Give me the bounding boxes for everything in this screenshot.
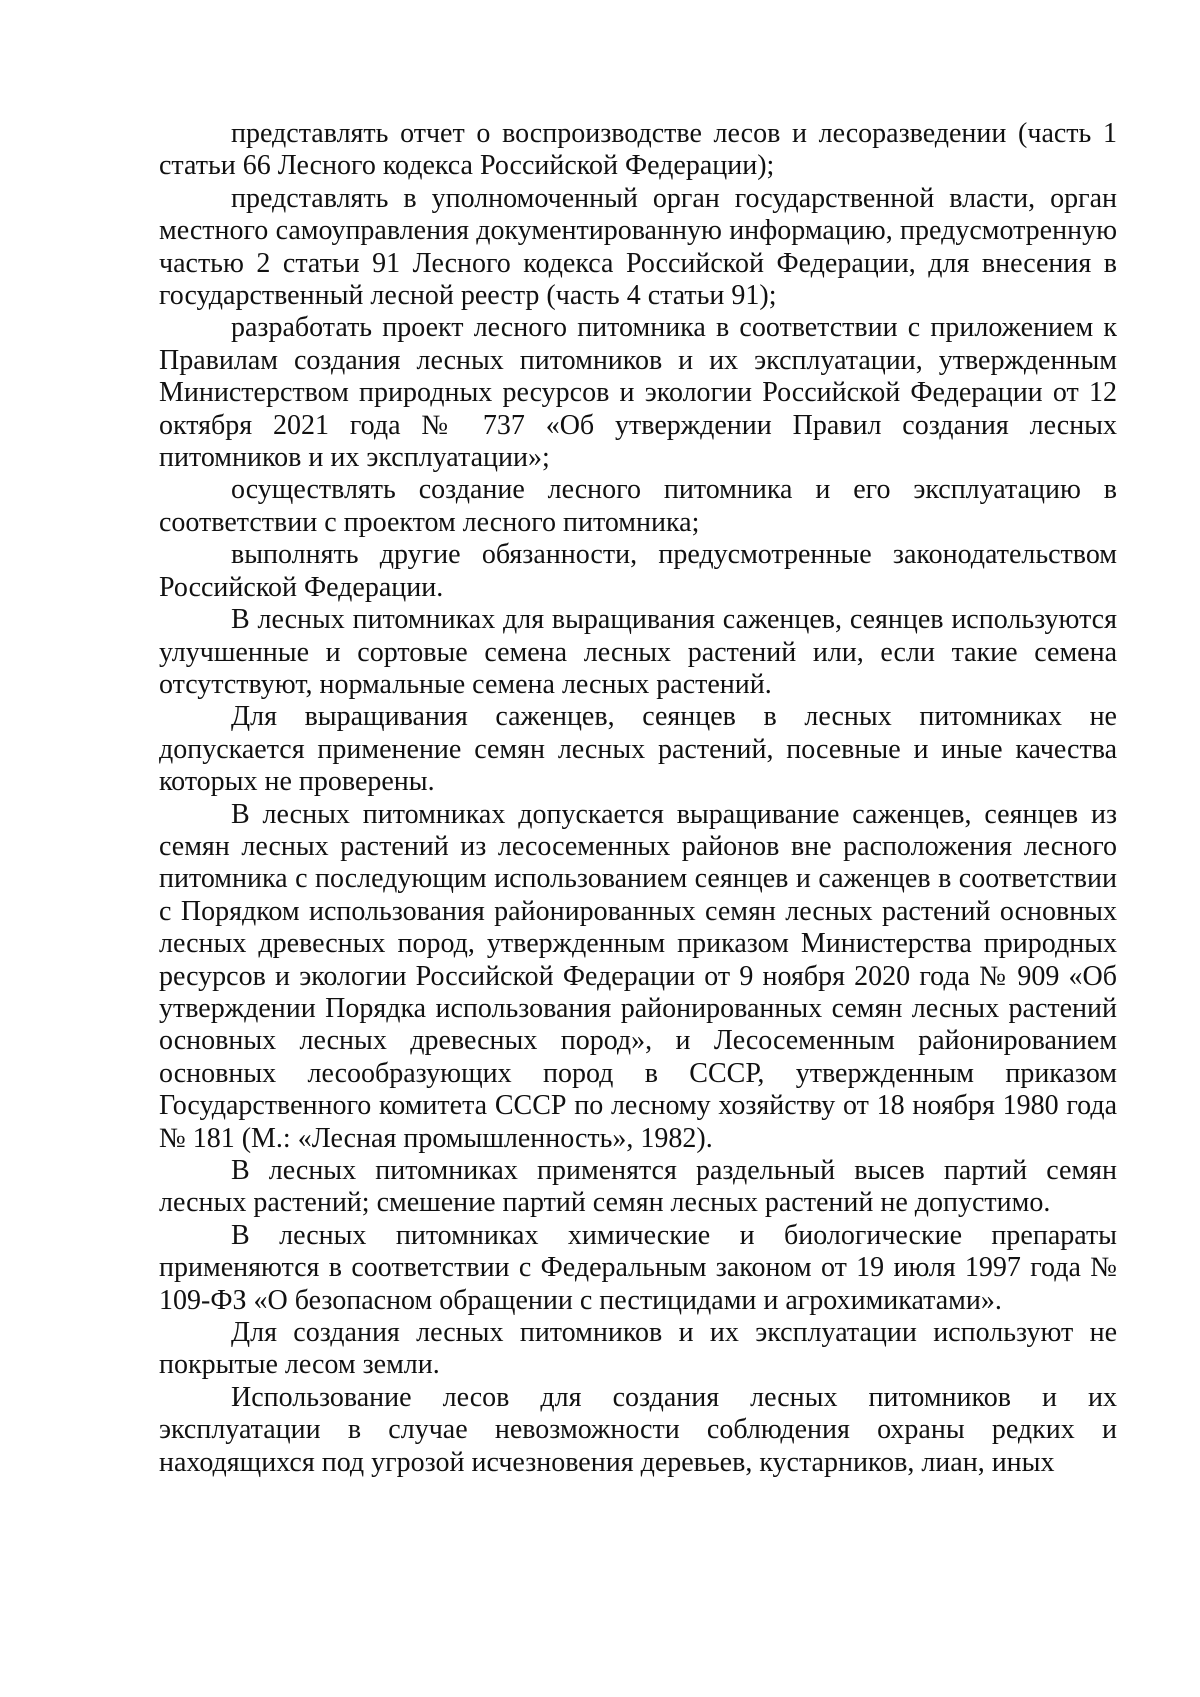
paragraph: осуществлять создание лесного питомника и его эксплуатацию в соответствии с проектом лесного питомника; bbox=[159, 474, 1117, 538]
paragraph: В лесных питомниках применятся раздельный высев партий семян лесных растений; смешение партий семян лесных растений не допустимо. bbox=[159, 1155, 1117, 1219]
paragraph: В лесных питомниках для выращивания саженцев, сеянцев используются улучшенные и сортовые семена лесных растений или, если такие семена отсутствуют, нормальные семена лесных растений. bbox=[159, 604, 1117, 700]
paragraph: Использование лесов для создания лесных питомников и их эксплуатации в случае невозможности соблюдения охраны редких и находящихся под угрозой исчезновения деревьев, кустарников, лиан, иных bbox=[159, 1381, 1117, 1478]
paragraph: представлять в уполномоченный орган государственной власти, орган местного самоуправления документированную информацию, предусмотренную частью 2 статьи 91 Лесного кодекса Российской Федерации, для внесения в государственный лесной реестр (часть 4 статьи 91); bbox=[159, 182, 1117, 312]
paragraph: Для создания лесных питомников и их эксплуатации используют не покрытые лесом земли. bbox=[159, 1317, 1117, 1381]
paragraph: разработать проект лесного питомника в соответствии с приложением к Правилам создания лесных питомников и их эксплуатации, утвержденным Министерством природных ресурсов и экологии Российской Федерации от 12 октября 2021 года № 737 «Об утверждении Правил создания лесных питомников и их эксплуатации»; bbox=[159, 312, 1117, 474]
paragraph: представлять отчет о воспроизводстве лесов и лесоразведении (часть 1 статьи 66 Лесного кодекса Российской Федерации); bbox=[159, 118, 1117, 182]
paragraph: В лесных питомниках химические и биологические препараты применяются в соответствии с Федеральным законом от 19 июля 1997 года № 109-ФЗ «О безопасном обращении с пестицидами и агрохимикатами». bbox=[159, 1219, 1117, 1316]
document-page bbox=[159, 118, 1117, 1479]
paragraph: В лесных питомниках допускается выращивание саженцев, сеянцев из семян лесных растений из лесосеменных районов вне расположения лесного питомника с последующим использованием сеянцев и саженцев в соответствии с Порядком использования районированных семян лесных растений основных лесных древесных пород, утвержденным приказом Министерства природных ресурсов и экологии Российской Федерации от 9 ноября 2020 года № 909 «Об утверждении Порядка использования районированных семян лесных растений основных лесных древесных пород», и Лесосеменным районированием основных лесообразующих пород в СССР, утвержденным приказом Государственного комитета СССР по лесному хозяйству от 18 ноября 1980 года № 181 (М.: «Лесная промышленность», 1982). bbox=[159, 798, 1117, 1154]
paragraph: выполнять другие обязанности, предусмотренные законодательством Российской Федерации. bbox=[159, 539, 1117, 603]
paragraph: Для выращивания саженцев, сеянцев в лесных питомниках не допускается применение семян лесных растений, посевные и иные качества которых не проверены. bbox=[159, 701, 1117, 798]
